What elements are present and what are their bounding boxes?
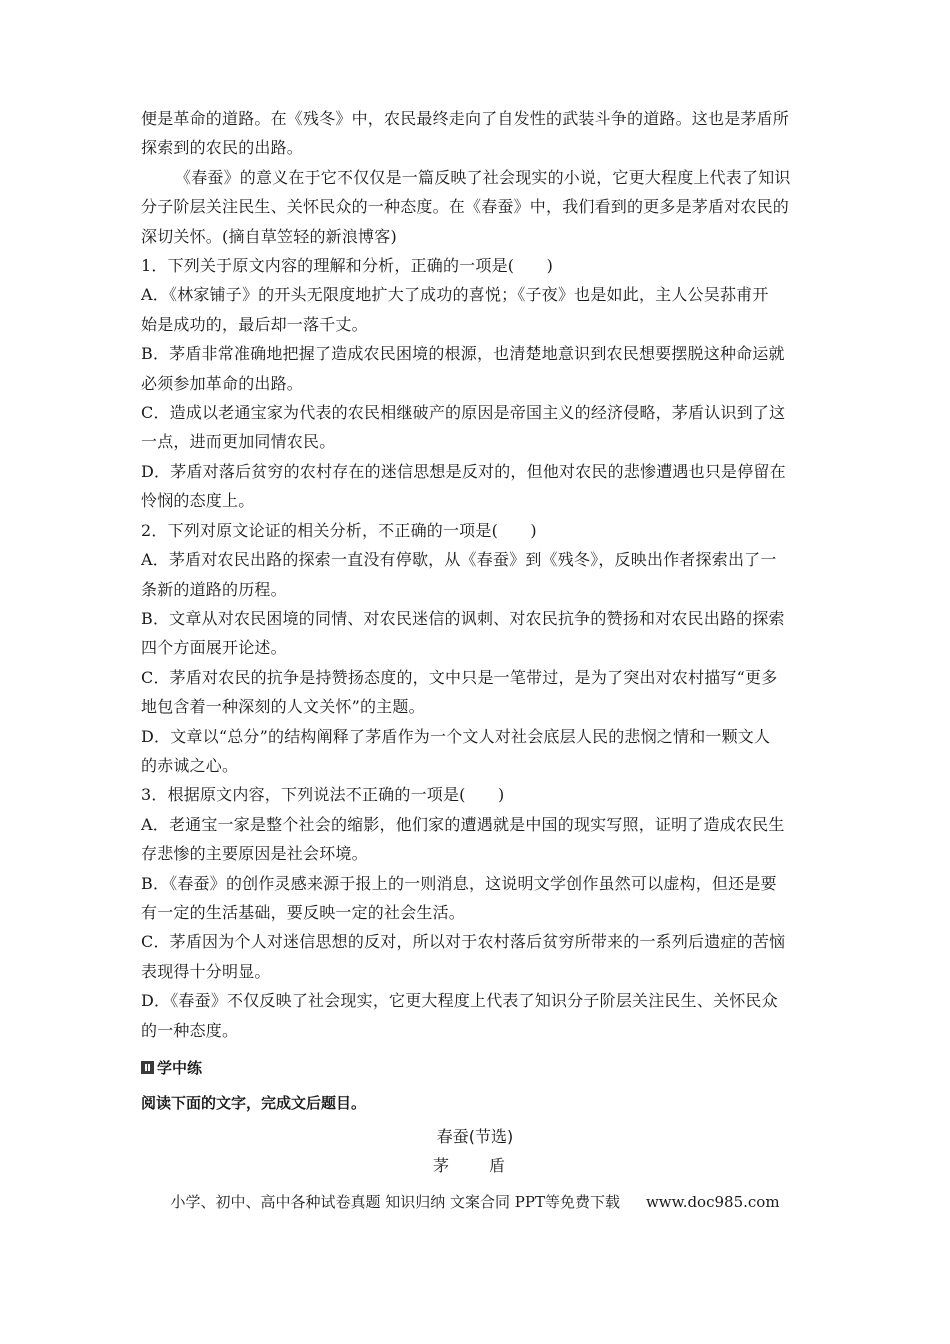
question-1: [141, 251, 809, 516]
section-label: 学中练: [157, 1058, 203, 1077]
document-page: [141, 104, 809, 1180]
text-author: 茅 盾: [432, 1156, 517, 1175]
option-c-line: C．茅盾对农民的抗争是持赞扬态度的，文中只是一笔带过，是为了突出对农村描写“更多: [141, 667, 778, 687]
footer-site: www.doc985.com: [645, 1193, 780, 1211]
option-d-line: 的一种态度。: [141, 1020, 239, 1040]
option-b-line: 四个方面展开论述。: [141, 638, 287, 658]
instruction: 阅读下面的文字，完成文后题目。: [141, 1094, 367, 1112]
passage-line: 《春蚕》的意义在于它不仅仅是一篇反映了社会现实的小说，它更大程度上代表了知识: [175, 167, 791, 187]
option-c-line: 表现得十分明显。: [141, 961, 271, 981]
footer-text: 小学、初中、高中各种试卷真题 知识归纳 文案合同 PPT等免费下载: [170, 1193, 620, 1211]
option-b-line: 必须参加革命的出路。: [141, 373, 304, 393]
option-c-line: C．茅盾因为个人对迷信思想的反对，所以对于农村落后贫穷所带来的一系列后遗症的苦恼: [141, 932, 786, 952]
option-c-line: 一点，进而更加同情农民。: [141, 432, 336, 452]
text-title: 春蚕(节选): [436, 1127, 514, 1146]
passage-line: 分子阶层关注民生、关怀民众的一种态度。在《春蚕》中，我们看到的更多是茅盾对农民的: [141, 197, 790, 217]
option-c-line: C．造成以老通宝家为代表的农民相继破产的原因是帝国主义的经济侵略，茅盾认识到了这: [141, 403, 786, 423]
option-a-line: A．《林家铺子》的开头无限度地扩大了成功的喜悦；《子夜》也是如此，主人公吴荪甫开: [141, 285, 769, 305]
passage-line: 便是革命的道路。在《残冬》中，农民最终走向了自发性的武装斗争的道路。这也是茅盾所: [141, 109, 790, 128]
section-header: [141, 1053, 809, 1081]
section-two-icon: [141, 1061, 154, 1074]
question-3: [141, 780, 809, 1045]
option-a-line: 始是成功的，最后却一落千丈。: [141, 314, 368, 334]
passage-line: 深切关怀。(摘自草笠轻的新浪博客): [141, 226, 397, 246]
page-footer: [0, 1191, 950, 1212]
option-d-line: 怜悯的态度上。: [141, 491, 255, 511]
passage: [141, 104, 809, 251]
option-b-line: B．茅盾非常准确地把握了造成农民困境的根源，也清楚地意识到农民想要摆脱这种命运就: [141, 344, 785, 364]
question-stem: 1．下列关于原文内容的理解和分析，正确的一项是( ): [141, 256, 554, 276]
option-d-line: 的赤诚之心。: [141, 755, 239, 775]
option-d-line: D．文章以“总分”的结构阐释了茅盾作为一个文人对社会底层人民的悲悯之情和一颗文人: [141, 726, 771, 746]
passage-line: 探索到的农民的出路。: [141, 138, 304, 158]
option-a-line: 存悲惨的主要原因是社会环境。: [141, 844, 368, 864]
option-a-line: 条新的道路的历程。: [141, 579, 287, 599]
option-a-line: A．老通宝一家是整个社会的缩影，他们家的遭遇就是中国的现实写照，证明了造成农民生: [141, 814, 785, 834]
option-d-line: D．茅盾对落后贫穷的农村存在的迷信思想是反对的，但他对农民的悲惨遭遇也只是停留在: [141, 461, 786, 481]
option-c-line: 地包含着一种深刻的人文关怀”的主题。: [141, 697, 425, 717]
option-b-line: 有一定的生活基础，要反映一定的社会生活。: [141, 902, 466, 922]
option-b-line: B．《春蚕》的创作灵感来源于报上的一则消息，这说明文学创作虽然可以虚构，但还是要: [141, 873, 777, 893]
question-2: [141, 516, 809, 781]
option-b-line: B．文章从对农民困境的同情、对农民迷信的讽刺、对农民抗争的赞扬和对农民出路的探索: [141, 608, 785, 628]
question-stem: 2．下列对原文论证的相关分析，不正确的一项是( ): [141, 520, 537, 540]
option-d-line: D．《春蚕》不仅反映了社会现实，它更大程度上代表了知识分子阶层关注民生、关怀民众: [141, 991, 778, 1011]
question-stem: 3．根据原文内容，下列说法不正确的一项是( ): [141, 785, 505, 805]
option-a-line: A．茅盾对农民出路的探索一直没有停歇，从《春蚕》到《残冬》，反映出作者探索出了一: [141, 550, 777, 570]
